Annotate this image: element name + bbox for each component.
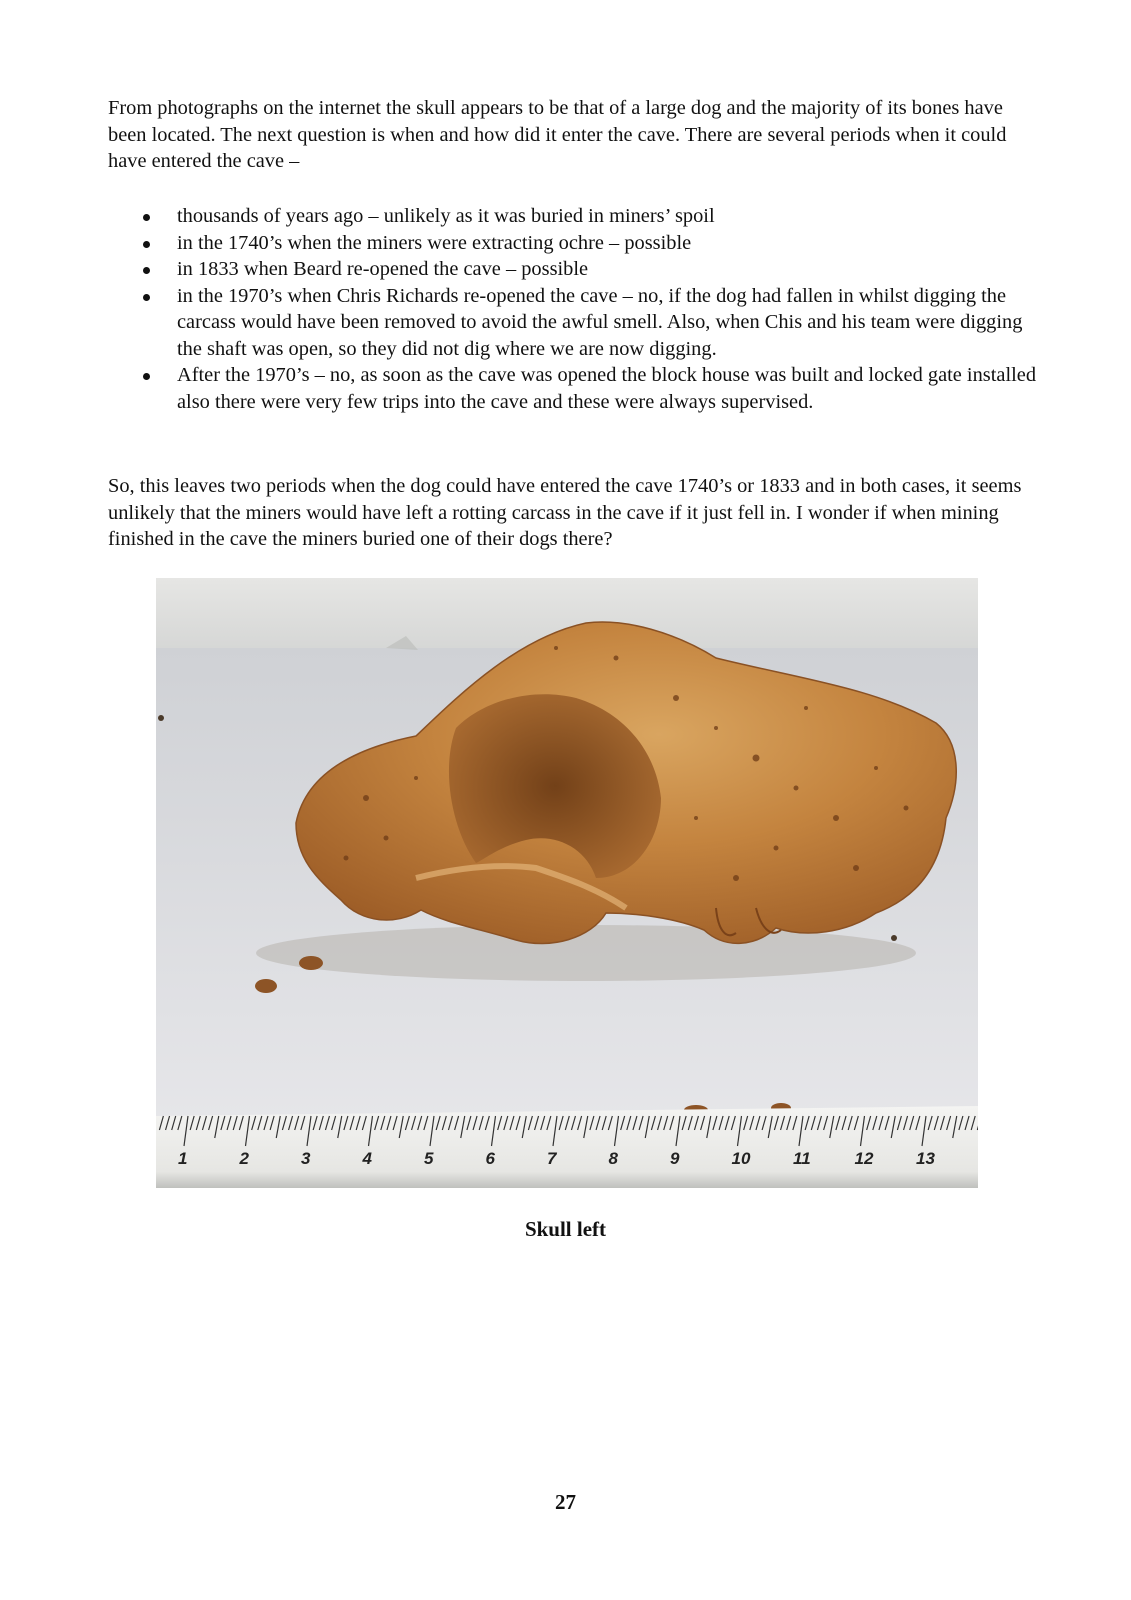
bullet-icon [143,294,150,301]
period-list [108,203,1038,415]
list-item-text: in the 1970’s when Chris Richards re-opened the cave – no, if the dog had fallen in whilst digging the carcass would have been removed to avoid the awful smell. Also, when Chis and his team were digging the shaft was open, so they did not dig where we are now digging. [177,284,1023,360]
ruler-number: 4 [362,1149,372,1168]
ruler [156,1106,978,1188]
ruler-number: 2 [239,1149,249,1168]
page-number: 27 [555,1490,576,1514]
list-item [108,362,1038,415]
ruler-number: 8 [608,1149,618,1168]
ruler-number: 1 [178,1149,188,1168]
skull-photo [156,578,978,1188]
list-item-text: After the 1970’s – no, as soon as the cave was opened the block house was built and locked gate installed also there were very few trips into the cave and these were always supervised. [177,364,1037,413]
list-item-text: thousands of years ago – unlikely as it was buried in miners’ spoil [177,205,715,227]
ruler-number: 9 [670,1149,680,1168]
bullet-icon [143,267,150,274]
bullet-icon [143,241,150,248]
ruler-number: 12 [854,1149,874,1168]
list-item [108,256,1038,283]
ruler-number: 5 [424,1149,434,1168]
bullet-icon [143,214,150,221]
conclusion-paragraph: So, this leaves two periods when the dog could have entered the cave 1740’s or 1833 and in both cases, it seems unlikely that the miners would have left a rotting carcass in the cave if it just fell in. I wonder if when mining finished in the cave the miners buried one of their dogs there? [108,475,1022,550]
ruler-number: 13 [916,1149,935,1168]
ruler-number: 7 [547,1149,557,1168]
bullet-icon [143,373,150,380]
list-item [108,283,1038,363]
list-item-text: in the 1740’s when the miners were extracting ochre – possible [177,231,692,254]
list-item [108,203,1038,230]
list-item [108,230,1038,257]
figure-caption: Skull left [524,1217,607,1241]
intro-paragraph: From photographs on the internet the skull appears to be that of a large dog and the majority of its bones have been located. The next question is when and how did it enter the cave. There are several periods when it could have entered the cave – [108,97,1007,172]
list-item-text: in 1833 when Beard re-opened the cave – possible [177,258,589,280]
ruler-number: 6 [485,1149,495,1168]
ruler-number: 3 [301,1149,311,1168]
ruler-number: 10 [731,1149,751,1168]
ruler-number: 11 [793,1149,811,1168]
